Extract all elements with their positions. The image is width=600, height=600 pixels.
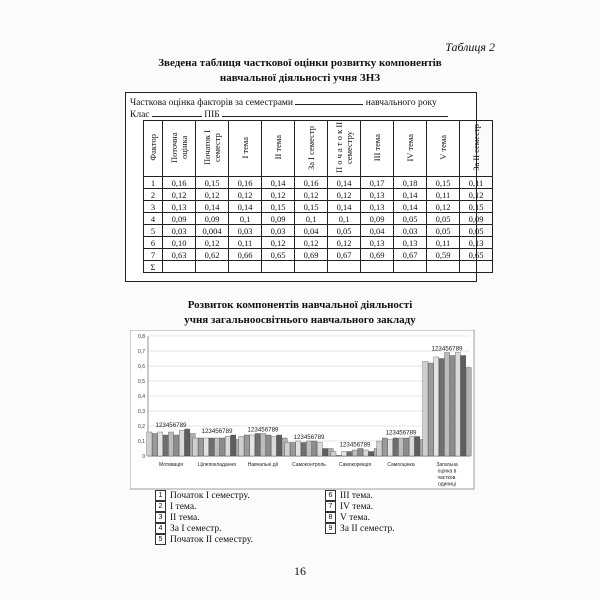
category-label: Самоконтроль [292, 462, 326, 468]
bar [317, 443, 322, 457]
bar [158, 432, 163, 456]
bar [296, 441, 301, 456]
bar [198, 438, 203, 456]
value-cell: 0,69 [361, 249, 394, 261]
bar [423, 362, 428, 457]
legend-number-box: 2 [155, 501, 166, 512]
bar-group-label: 123456789 [201, 428, 233, 435]
value-cell: 0,16 [229, 177, 262, 189]
value-cell: 0,11 [229, 237, 262, 249]
value-cell: 0,66 [229, 249, 262, 261]
legend-label: За II семестр. [340, 523, 395, 534]
legend-number-box: 1 [155, 490, 166, 501]
value-cell: 0,05 [427, 225, 460, 237]
value-cell: 0,12 [262, 189, 295, 201]
legend-label: За I семестр. [170, 523, 222, 534]
value-cell [394, 261, 427, 273]
col-header-topic-4: IV тема [394, 121, 427, 177]
bar [290, 443, 295, 457]
bar [225, 437, 230, 457]
value-cell: 0,05 [460, 225, 493, 237]
value-cell: 0,11 [460, 177, 493, 189]
value-cell: 0,15 [295, 201, 328, 213]
chart-legend [155, 490, 415, 550]
value-cell: 0,12 [229, 189, 262, 201]
bar [466, 368, 471, 457]
bar [363, 450, 368, 456]
bar [347, 452, 352, 457]
value-cell: 0,04 [361, 225, 394, 237]
category-label: Загальна [436, 462, 458, 468]
category-label: Навчальні дії [247, 462, 279, 468]
table-row [144, 177, 493, 189]
legend-label: I тема. [170, 501, 197, 512]
bar [409, 437, 414, 457]
factor-cell: 1 [144, 177, 163, 189]
value-cell: 0,12 [163, 189, 196, 201]
bar [331, 452, 336, 457]
bar [163, 435, 168, 456]
bar-group-label: 123456789 [247, 426, 279, 434]
value-cell: 0,03 [262, 225, 295, 237]
legend-number-box: 6 [325, 490, 336, 501]
table-title [120, 56, 480, 86]
value-cell: 0,69 [295, 249, 328, 261]
value-cell: 0,16 [295, 177, 328, 189]
value-cell: 0,12 [328, 237, 361, 249]
col-header-topic-5: V тема [427, 121, 460, 177]
bar [179, 431, 184, 457]
factor-cell: Σ [144, 261, 163, 273]
legend-label: III тема. [340, 490, 373, 501]
table-title-line-2: навчальної діяльності учня ЗНЗ [219, 72, 381, 84]
value-cell: 0,14 [328, 201, 361, 213]
bar [168, 432, 173, 456]
bar-group-label: 123456789 [155, 422, 187, 429]
value-cell [460, 261, 493, 273]
legend-item [325, 501, 373, 512]
y-tick-label: 0,6 [138, 364, 145, 370]
y-tick-label: 0,3 [138, 409, 145, 415]
bar [306, 441, 311, 456]
value-cell: 0,63 [163, 249, 196, 261]
value-cell: 0,12 [196, 189, 229, 201]
category-label: Самокорекція [338, 462, 372, 468]
legend-number-box: 7 [325, 501, 336, 512]
value-cell: 0,03 [229, 225, 262, 237]
value-cell: 0,65 [262, 249, 295, 261]
category-label: Мотивація [158, 462, 184, 468]
factor-cell: 2 [144, 189, 163, 201]
value-cell [262, 261, 295, 273]
page-number: 16 [294, 564, 306, 578]
bar [444, 353, 449, 457]
y-tick-label: 0,1 [138, 439, 145, 445]
legend-number-box: 8 [325, 512, 336, 523]
col-header-topic-1: I тема [229, 121, 262, 177]
bar [214, 438, 219, 456]
bar [260, 434, 265, 457]
value-cell: 0,62 [196, 249, 229, 261]
factor-cell: 4 [144, 213, 163, 225]
col-header-topic-3: III тема [361, 121, 394, 177]
factor-cell: 5 [144, 225, 163, 237]
legend-item [325, 490, 373, 501]
value-cell: 0,09 [196, 213, 229, 225]
value-cell: 0,15 [196, 177, 229, 189]
table-row [144, 189, 493, 201]
bar [428, 363, 433, 456]
legend-item [325, 512, 370, 523]
value-cell: 0,03 [163, 225, 196, 237]
table-row [144, 225, 493, 237]
assessment-table [143, 120, 493, 273]
bar [415, 437, 420, 457]
bar [388, 440, 393, 457]
col-header-start-2: П о ч а т о к II семестру [328, 121, 361, 177]
table-body [144, 177, 493, 273]
bar-group-label: 123456789 [385, 429, 417, 437]
value-cell: 0,09 [460, 213, 493, 225]
value-cell: 0,03 [394, 225, 427, 237]
chart-title-line-2: учня загальноосвітнього навчального закладу [184, 314, 416, 326]
legend-label: II тема. [170, 512, 200, 523]
value-cell [328, 261, 361, 273]
col-header-sem-2: За II семестр [460, 121, 493, 177]
table-header-row [144, 121, 493, 177]
value-cell: 0,18 [394, 177, 427, 189]
value-cell: 0,13 [361, 189, 394, 201]
col-header-current: Поточна оцінка [163, 121, 196, 177]
category-label: частков. [437, 475, 457, 481]
legend-label: Початок I семестру. [170, 490, 250, 501]
header-year-label: навчального року [365, 98, 437, 108]
legend-number-box: 4 [155, 523, 166, 534]
y-tick-label: 0,4 [138, 394, 145, 400]
chart-title [120, 298, 480, 328]
bar [336, 455, 341, 456]
value-cell [361, 261, 394, 273]
value-cell: 0,05 [328, 225, 361, 237]
bar [285, 443, 290, 457]
bar [193, 438, 198, 456]
bar [271, 437, 276, 457]
bar [255, 434, 260, 457]
bar [404, 438, 409, 456]
bar-chart [130, 330, 475, 490]
bar [231, 435, 236, 456]
legend-number-box: 3 [155, 512, 166, 523]
legend-number-box: 9 [325, 523, 336, 534]
bar [250, 435, 255, 456]
table-row [144, 261, 493, 273]
bar [209, 438, 214, 456]
bar [342, 452, 347, 457]
bar [398, 438, 403, 456]
value-cell: 0,14 [328, 177, 361, 189]
value-cell: 0,12 [295, 237, 328, 249]
bar [220, 438, 225, 456]
bar [382, 438, 387, 456]
bar [301, 443, 306, 457]
factor-cell: 6 [144, 237, 163, 249]
value-cell: 0,13 [361, 237, 394, 249]
bar [174, 435, 179, 456]
bar-group-label: 123456789 [293, 434, 325, 441]
value-cell: 0,15 [427, 177, 460, 189]
table-row [144, 249, 493, 261]
col-header-start-1: Початок I семестр [196, 121, 229, 177]
y-tick-label: 0 [142, 454, 145, 460]
value-cell: 0,004 [196, 225, 229, 237]
col-header-topic-2: II тема [262, 121, 295, 177]
value-cell [196, 261, 229, 273]
table-row [144, 201, 493, 213]
category-label: Самооцінка [387, 462, 415, 468]
value-cell: 0,11 [427, 237, 460, 249]
value-cell: 0,1 [229, 213, 262, 225]
y-tick-label: 0,7 [138, 349, 145, 355]
bar [393, 438, 398, 456]
value-cell: 0,13 [460, 237, 493, 249]
bar [152, 434, 157, 457]
value-cell: 0,11 [427, 189, 460, 201]
category-label: одиниці [438, 481, 456, 488]
value-cell: 0,12 [196, 237, 229, 249]
value-cell: 0,15 [460, 201, 493, 213]
value-cell: 0,10 [163, 237, 196, 249]
bar [455, 353, 460, 457]
legend-label: Початок II семестру. [170, 534, 253, 545]
legend-number-box: 5 [155, 534, 166, 545]
value-cell: 0,13 [394, 237, 427, 249]
value-cell: 0,14 [229, 201, 262, 213]
value-cell: 0,05 [394, 213, 427, 225]
legend-item [155, 523, 222, 534]
legend-label: IV тема. [340, 501, 374, 512]
y-tick-label: 0,2 [138, 424, 145, 430]
legend-label: V тема. [340, 512, 370, 523]
value-cell: 0,67 [394, 249, 427, 261]
table-row [144, 237, 493, 249]
value-cell: 0,13 [361, 201, 394, 213]
value-cell [229, 261, 262, 273]
value-cell: 0,09 [163, 213, 196, 225]
value-cell: 0,09 [262, 213, 295, 225]
bar-group-label: 123456789 [431, 345, 463, 353]
bar [204, 438, 209, 456]
header-name-label: ПІБ [204, 110, 220, 120]
bar [244, 435, 249, 456]
value-cell: 0,04 [295, 225, 328, 237]
legend-item [155, 512, 200, 523]
factor-cell: 7 [144, 249, 163, 261]
value-cell [427, 261, 460, 273]
chart-title-line-1: Розвиток компонентів навчальної діяльності [187, 299, 413, 311]
value-cell [295, 261, 328, 273]
value-cell: 0,09 [361, 213, 394, 225]
bar [239, 437, 244, 457]
table-label: Таблиця 2 [445, 40, 495, 54]
legend-item [155, 501, 196, 512]
header-line-2 [130, 107, 448, 120]
table-title-line-1: Зведена таблиця часткової оцінки розвитку компонентів [158, 57, 442, 69]
bar [439, 359, 444, 457]
legend-item [155, 490, 250, 501]
value-cell: 0,1 [328, 213, 361, 225]
bar [277, 435, 282, 456]
bar [434, 357, 439, 456]
value-cell: 0,1 [295, 213, 328, 225]
value-cell: 0,12 [295, 189, 328, 201]
bar [461, 356, 466, 457]
col-header-sem-1: За I семестр [295, 121, 328, 177]
bar [185, 429, 190, 456]
y-tick-label: 0,8 [138, 334, 145, 340]
value-cell: 0,15 [262, 201, 295, 213]
value-cell: 0,14 [196, 201, 229, 213]
bar [147, 432, 152, 456]
legend-item [155, 534, 253, 545]
value-cell: 0,14 [394, 189, 427, 201]
value-cell: 0,67 [328, 249, 361, 261]
header-class-label: Клас [130, 110, 150, 120]
y-tick-label: 0,5 [138, 379, 145, 385]
header-semesters-label: Часткова оцінка факторів за семестрами [130, 98, 294, 108]
bar [358, 449, 363, 457]
factor-cell: 3 [144, 201, 163, 213]
value-cell: 0,12 [427, 201, 460, 213]
category-label: Цілепокладання [198, 462, 236, 468]
value-cell: 0,14 [262, 177, 295, 189]
value-cell: 0,12 [262, 237, 295, 249]
bar [377, 441, 382, 456]
value-cell: 0,14 [394, 201, 427, 213]
bar-group-label: 123456789 [339, 441, 371, 449]
bar [312, 441, 317, 456]
bar [266, 435, 271, 456]
value-cell: 0,16 [163, 177, 196, 189]
value-cell: 0,59 [427, 249, 460, 261]
value-cell: 0,12 [328, 189, 361, 201]
value-cell: 0,65 [460, 249, 493, 261]
legend-item [325, 523, 395, 534]
value-cell: 0,12 [460, 189, 493, 201]
category-label: оцінка в [437, 468, 457, 475]
value-cell: 0,17 [361, 177, 394, 189]
value-cell [163, 261, 196, 273]
value-cell: 0,13 [163, 201, 196, 213]
col-header-factor: Фактор [144, 121, 163, 177]
bar [450, 356, 455, 457]
bar [369, 452, 374, 457]
bar [323, 449, 328, 457]
table-row [144, 213, 493, 225]
value-cell: 0,05 [427, 213, 460, 225]
bar [352, 450, 357, 456]
